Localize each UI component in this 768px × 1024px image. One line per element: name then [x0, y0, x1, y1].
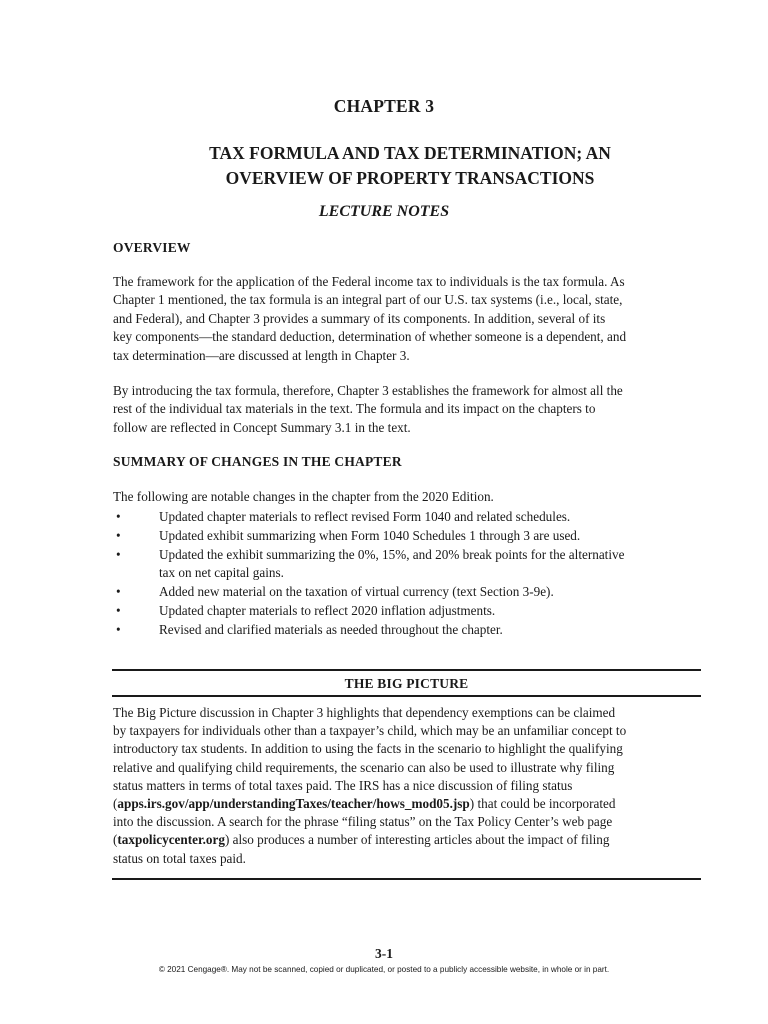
copyright-notice: © 2021 Cengage®. May not be scanned, copied or duplicated, or posted to a publicly accessible website, in whole or in part. [158, 965, 610, 974]
overview-p2-line: By introducing the tax formula, therefore, Chapter 3 establishes the framework for almost all the [113, 383, 623, 398]
lecture-notes-subtitle: LECTURE NOTES [318, 203, 450, 220]
big-picture-paragraph [113, 704, 703, 868]
overview-heading: OVERVIEW [113, 240, 191, 255]
bullet-icon: • [116, 509, 121, 524]
irs-filing-status-link[interactable]: apps.irs.gov/app/understandingTaxes/teacher/hows_mod05.jsp [117, 796, 470, 812]
big-picture-line [113, 831, 703, 849]
list-item-text: Updated exhibit summarizing when Form 1040 Schedules 1 through 3 are used. [159, 527, 581, 543]
chapter-title-line-2: OVERVIEW OF PROPERTY TRANSACTIONS [225, 168, 595, 188]
bullet-icon: • [116, 546, 121, 562]
list-item [113, 602, 703, 621]
big-picture-line: status on total taxes paid. [113, 850, 246, 866]
bullet-icon: • [116, 621, 121, 637]
overview-p1-line: tax determination—are discussed at length in Chapter 3. [113, 347, 410, 363]
bullet-icon: • [116, 584, 121, 600]
big-picture-bottom-rule [112, 878, 701, 880]
changes-intro-line: The following are notable changes in the chapter from the 2020 Edition. [113, 489, 494, 504]
big-picture-line-rest: ) that could be incorporated [469, 796, 616, 812]
bullet-icon: • [116, 527, 121, 543]
overview-paragraph-2 [113, 382, 703, 437]
big-picture-line: introductory tax students. In addition to using the facts in the scenario to highlight the qualifying [113, 741, 623, 757]
overview-paragraph-1 [113, 273, 703, 365]
big-picture-line: relative and qualifying child requirements, the scenario can also be used to illustrate why filing [113, 759, 615, 775]
list-item-text: Updated chapter materials to reflect 2020 inflation adjustments. [159, 602, 496, 618]
paren-open: ( [113, 796, 118, 812]
list-item-text: Updated the exhibit summarizing the 0%, 15%, and 20% break points for the alternative [159, 546, 625, 562]
big-picture-top-rule [112, 669, 701, 671]
tax-policy-center-link[interactable]: taxpolicycenter.org [117, 832, 225, 848]
changes-intro [113, 488, 703, 506]
bullet-icon: • [116, 602, 121, 618]
big-picture-line [113, 795, 703, 813]
big-picture-heading: THE BIG PICTURE [344, 676, 469, 691]
big-picture-line-rest: ) also produces a number of interesting articles about the impact of filing [224, 832, 610, 848]
list-item [113, 583, 703, 602]
list-item [113, 621, 703, 640]
list-item [113, 527, 703, 546]
overview-p2-line: follow are reflected in Concept Summary 3.1 in the text. [113, 419, 411, 435]
overview-p1-line: Chapter 1 mentioned, the tax formula is an integral part of our U.S. tax systems (i.e., local, state, [113, 292, 623, 308]
overview-p2-line: rest of the individual tax materials in the text. The formula and its impact on the chapters to [113, 401, 596, 417]
list-item-text-continued: tax on net capital gains. [159, 565, 284, 581]
big-picture-line: The Big Picture discussion in Chapter 3 highlights that dependency exemptions can be claimed [113, 705, 616, 720]
changes-list [113, 508, 703, 640]
big-picture-heading-rule [112, 695, 701, 697]
overview-p1-line: The framework for the application of the Federal income tax to individuals is the tax formula. As [113, 274, 625, 289]
chapter-label: CHAPTER 3 [333, 96, 435, 116]
list-item [113, 508, 703, 527]
chapter-title-line-1: TAX FORMULA AND TAX DETERMINATION; AN [209, 143, 611, 163]
list-item-text: Added new material on the taxation of virtual currency (text Section 3-9e). [159, 584, 554, 600]
big-picture-line: by taxpayers for individuals other than a taxpayer’s child, which may be an unfamiliar concept to [113, 723, 627, 739]
list-item-text: Revised and clarified materials as needed throughout the chapter. [159, 621, 503, 637]
changes-heading: SUMMARY OF CHANGES IN THE CHAPTER [113, 454, 402, 469]
list-item [113, 546, 703, 584]
chapter-title [150, 141, 670, 191]
big-picture-line: into the discussion. A search for the phrase “filing status” on the Tax Policy Center’s web page [113, 814, 613, 830]
list-item-text: Updated chapter materials to reflect revised Form 1040 and related schedules. [159, 509, 571, 524]
page-number: 3-1 [375, 946, 393, 961]
big-picture-line: status matters in terms of total taxes paid. The IRS has a nice discussion of filing status [113, 777, 573, 793]
overview-p1-line: and Federal), and Chapter 3 provides a summary of its components. In addition, several of its [113, 310, 606, 326]
paren-open: ( [113, 832, 118, 848]
overview-p1-line: key components—the standard deduction, determination of whether someone is a dependent, and [113, 329, 627, 345]
